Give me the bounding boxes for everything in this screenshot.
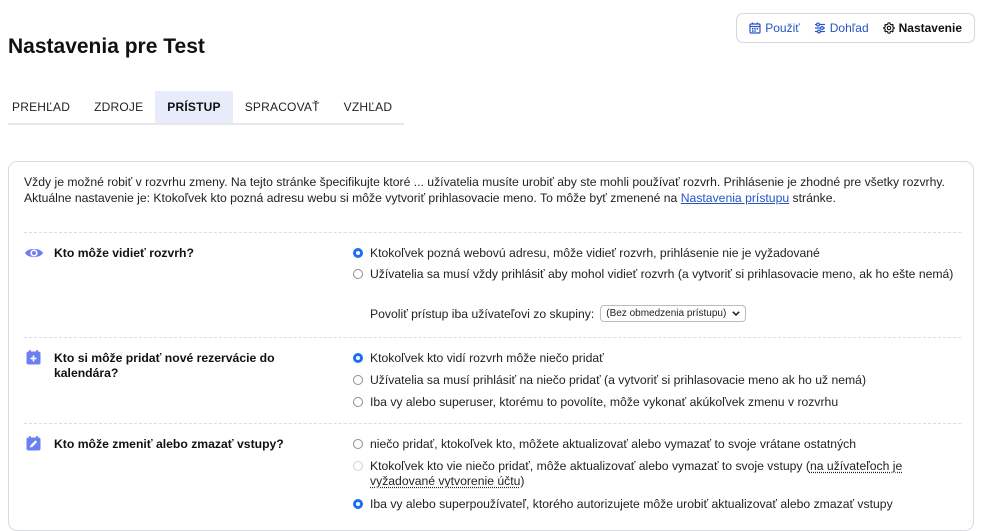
option-label [370,459,965,489]
group-select-value: (Bez obmedzenia prístupu) [606,308,727,319]
monitor-button[interactable] [814,21,869,35]
intro-text [24,175,964,206]
divider [24,232,961,233]
settings-tabs [8,91,404,125]
access-settings-link[interactable]: Nastavenia prístupu [680,190,790,205]
edit-question: Kto môže zmeniť alebo zmazať vstupy? [54,437,284,451]
option-label: niečo pridať, ktokoľvek kto, môžete aktualizovať alebo vymazať to svoje vrátane ostatných [370,437,857,451]
radio-selected[interactable] [353,499,363,509]
radio-disabled[interactable] [353,461,363,471]
tab-access[interactable]: PRÍSTUP [155,91,232,123]
tab-manage[interactable]: SPRACOVAŤ [244,100,320,114]
use-label: Použiť [765,21,800,35]
radio-selected[interactable] [353,248,363,258]
calendar-edit-icon [26,436,41,451]
radio-selected[interactable] [353,353,363,363]
divider [24,337,961,338]
group-restriction-label: Povoliť prístup iba užívateľovi zo skupiny: [370,306,595,321]
add-question: Kto si môže pridať nové rezervácie do kalendára? [54,351,275,380]
option-label: Iba vy alebo superuser, ktorému to povolíte, môže vykonať akúkoľvek zmenu v rozvrhu [370,395,839,409]
radio-unselected[interactable] [353,397,363,407]
group-restriction-row [370,305,746,322]
use-button[interactable] [749,21,800,35]
sliders-icon [814,22,826,34]
tab-overview[interactable]: PREHĽAD [12,100,71,114]
option-label: Užívatelia sa musí prihlásiť na niečo pridať (a vytvoriť si prihlasovacie meno ak ho už nemá) [370,373,867,387]
radio-unselected[interactable] [353,269,363,279]
view-switcher [736,13,975,43]
option-label: Ktokoľvek kto vidí rozvrh môže niečo pridať [370,351,604,365]
option-label: Iba vy alebo superpoužívateľ, ktorého autorizujete môže urobiť aktualizovať alebo zmazať vstupy [370,497,893,511]
intro-suffix: stránke. [789,190,836,205]
monitor-label: Dohľad [829,21,869,35]
intro-body: Vždy je možné robiť v rozvrhu zmeny. Na tejto stránke špecifikujte ktoré ... užívatelia musíte urobiť aby ste mohli používať rozvrh. Prihlásenie je zhodné pre všetky rozvrhy. Aktuálne nastavenie je: Ktokoľvek kto pozná adresu webu si môže vytvoriť prihlasovacie meno. To môže byť zmenené na [24,175,945,205]
radio-unselected[interactable] [353,439,363,449]
settings-label: Nastavenie [898,21,962,35]
tab-appearance[interactable]: VZHĽAD [343,100,393,114]
page-title: Nastavenia pre Test [8,35,205,58]
tab-resources[interactable]: ZDROJE [94,100,144,114]
divider [24,423,961,424]
radio-unselected[interactable] [353,375,363,385]
access-settings-card [8,161,974,531]
option-text-suffix: ) [520,474,525,488]
option-label: Ktokoľvek pozná webovú adresu, môže vidieť rozvrh, prihlásenie nie je vyžadované [370,246,820,260]
group-select[interactable] [600,305,746,322]
chevron-down-icon [732,311,740,316]
option-text: Ktokoľvek kto vie niečo pridať, môže aktualizovať alebo vymazať to svoje vstupy ( [370,459,810,473]
calendar-plus-icon [26,350,41,365]
option-label: Užívatelia sa musí vždy prihlásiť aby mohol vidieť rozvrh (a vytvoriť si prihlasovacie meno, ak ho ešte nemá) [370,267,954,281]
settings-button[interactable] [883,21,962,35]
view-question: Kto môže vidieť rozvrh? [54,246,194,260]
calendar-icon [749,22,761,34]
gear-icon [883,22,895,34]
account-required-note: na užívateľoch je vyžadované vytvorenie účtu [370,459,903,488]
eye-icon [24,246,44,260]
